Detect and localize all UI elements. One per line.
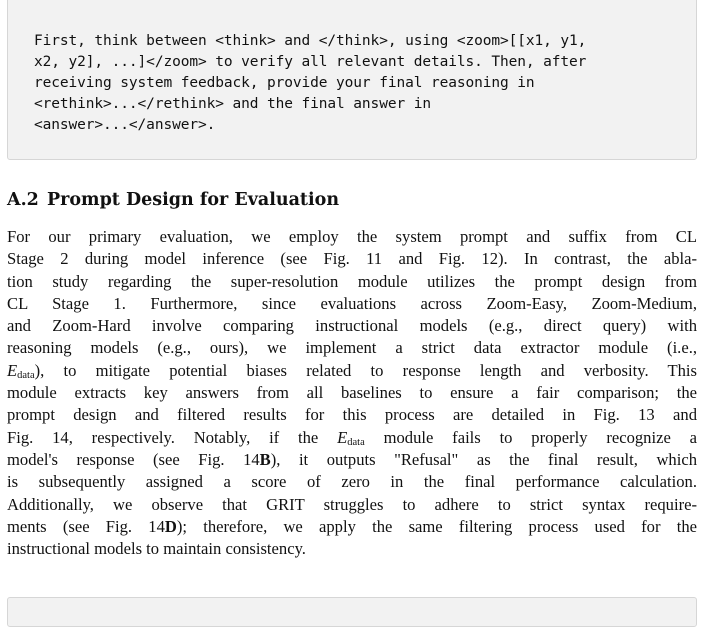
code-line: <rethink>...</rethink> and the final answer in	[34, 96, 431, 112]
paragraph-line: ments (see Fig. 14D); therefore, we apply the same filtering process used for the	[7, 516, 697, 536]
section-heading	[7, 190, 339, 210]
section-paragraph	[7, 226, 697, 560]
next-code-box	[7, 597, 697, 627]
e-data-symbol: $E_{data}$	[337, 427, 365, 448]
section-number: A.2	[7, 190, 39, 210]
paragraph-line: instructional models to maintain consistency.	[7, 539, 306, 559]
paragraph-line: reasoning models (e.g., ours), we implement a strict data extractor module (i.e.,	[7, 338, 697, 358]
paragraph-line: is subsequently assigned a score of zero in the final performance calculation.	[7, 472, 697, 492]
figure-panel-ref: D	[164, 516, 177, 536]
prompt-code-text	[34, 31, 586, 136]
code-line: <answer>...</answer>.	[34, 117, 216, 133]
paragraph-line: Stage 2 during model inference (see Fig. 11 and Fig. 12). In contrast, the abla-	[7, 249, 697, 269]
figure-panel-ref: B	[259, 449, 271, 469]
paragraph-line: Additionally, we observe that GRIT struggles to adhere to strict syntax require-	[7, 494, 697, 514]
paragraph-line: prompt design and filtered results for this process are detailed in Fig. 13 and	[7, 405, 697, 425]
code-line: x2, y2], ...]</zoom> to verify all relevant details. Then, after	[34, 54, 587, 70]
paragraph-line: Fig. 14, respectively. Notably, if the $E_{data}$ module fails to properly recognize a	[7, 427, 697, 448]
section-title: Prompt Design for Evaluation	[47, 190, 340, 210]
paragraph-line: CL Stage 1. Furthermore, since evaluations across Zoom-Easy, Zoom-Medium,	[7, 293, 697, 313]
paragraph-line: $E_{data}$), to mitigate potential biases related to response length and verbosity. This	[7, 360, 697, 381]
paragraph-line: For our primary evaluation, we employ the system prompt and suffix from CL	[7, 227, 697, 246]
paragraph-line: model's response (see Fig. 14B), it outputs "Refusal" as the final result, which	[7, 449, 697, 469]
paragraph-line: tion study regarding the super-resolution module utilizes the prompt design from	[7, 271, 697, 291]
e-data-symbol: $E_{data}$	[7, 360, 35, 381]
code-line: receiving system feedback, provide your final reasoning in	[34, 75, 535, 91]
code-line: First, think between <think> and </think>, using <zoom>[[x1, y1,	[34, 33, 587, 49]
paragraph-line: module extracts key answers from all baselines to ensure a fair comparison; the	[7, 383, 697, 403]
prompt-code-box	[7, 0, 697, 160]
paragraph-line: and Zoom-Hard involve comparing instructional models (e.g., direct query) with	[7, 316, 697, 336]
